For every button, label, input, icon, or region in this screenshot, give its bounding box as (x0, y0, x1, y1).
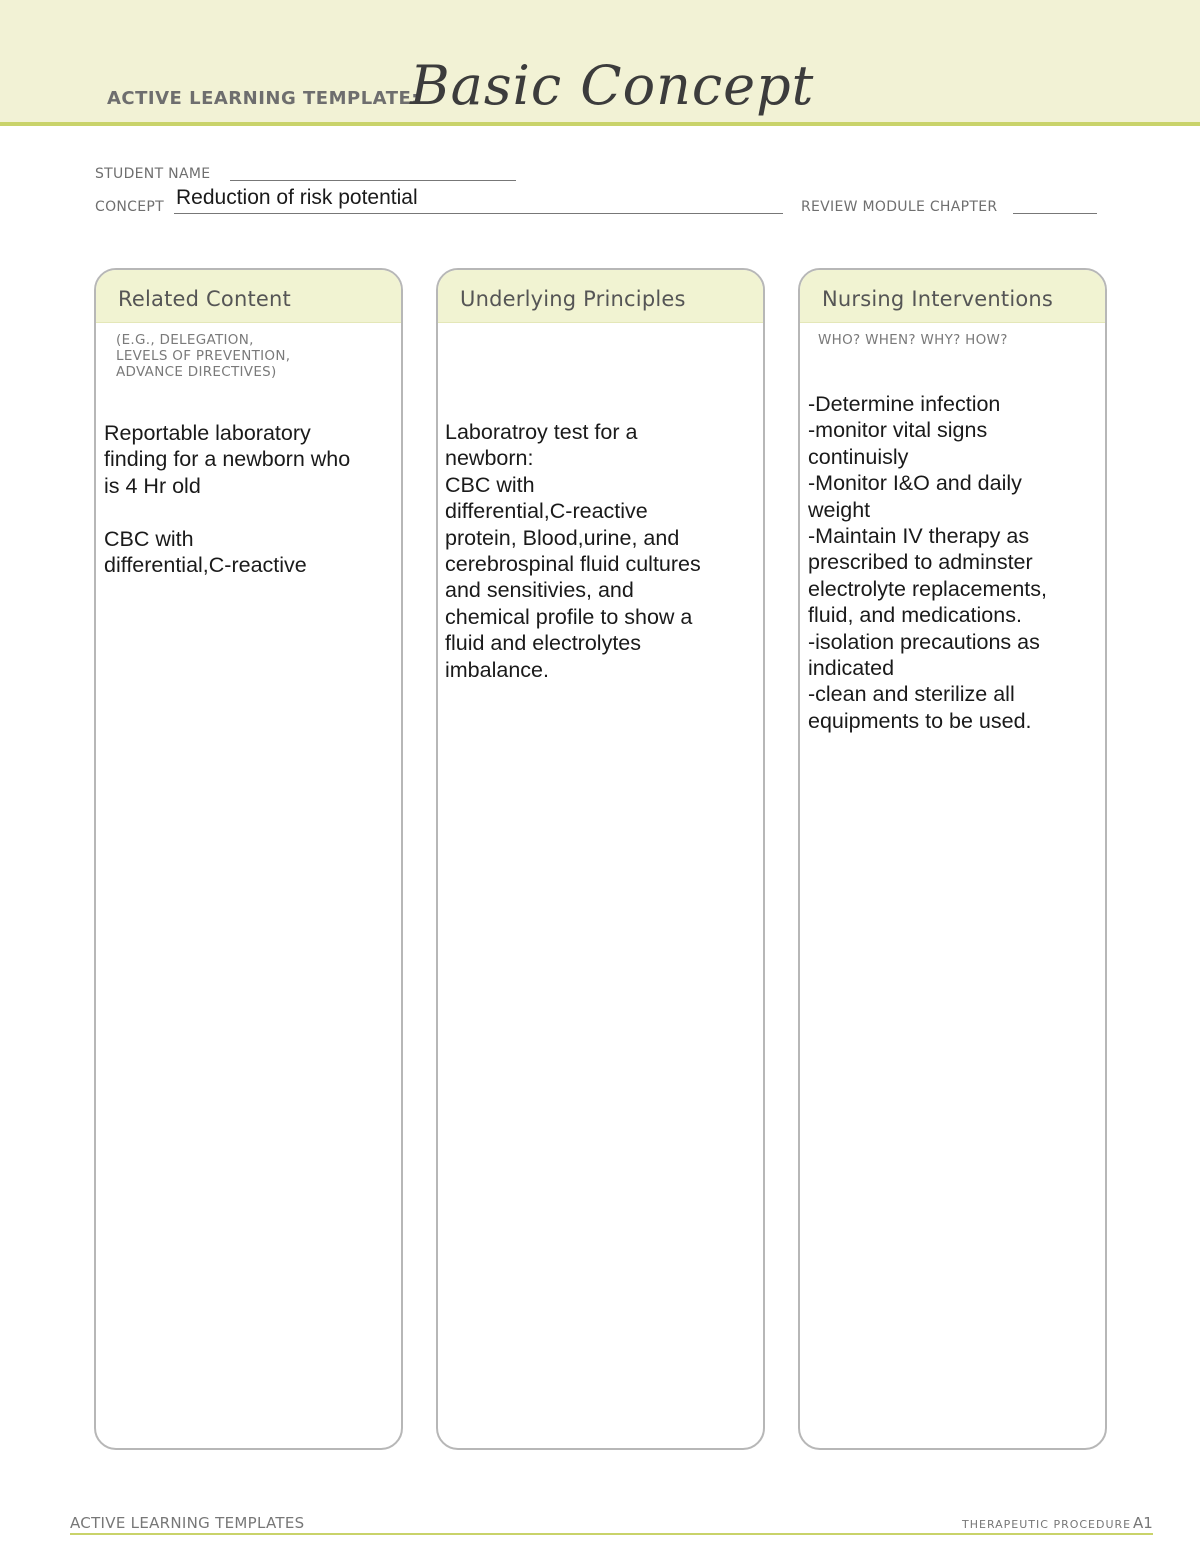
nursing-interventions-header (800, 270, 1105, 323)
underlying-principles-header (438, 270, 763, 323)
related-content-subtitle: (E.G., DELEGATION, LEVELS OF PREVENTION, ADVANCE DIRECTIVES) (116, 332, 291, 380)
template-label: ACTIVE LEARNING TEMPLATE: (107, 88, 419, 109)
related-content-body[interactable]: Reportable laboratory finding for a newborn who is 4 Hr old CBC with differential,C-reactive (104, 421, 351, 578)
footer-page-number: A1 (1133, 1514, 1153, 1532)
footer-divider (70, 1533, 1153, 1535)
underlying-principles-body[interactable]: Laboratroy test for a newborn: CBC with differential,C-reactive protein, Blood,urine, and cerebrospinal fluid cultures and sensitivies, and chemical profile to show a fluid and electrolytes imbalance. (445, 420, 701, 682)
review-module-field[interactable] (1013, 213, 1097, 214)
related-content-title: Related Content (118, 287, 291, 311)
nursing-interventions-card (798, 268, 1107, 1450)
related-content-header (96, 270, 401, 323)
student-name-label: STUDENT NAME (95, 166, 211, 182)
underlying-principles-title: Underlying Principles (460, 287, 686, 311)
student-name-field[interactable] (230, 180, 516, 181)
nursing-interventions-subtitle: WHO? WHEN? WHY? HOW? (818, 332, 1008, 348)
concept-field[interactable]: Reduction of risk potential (176, 186, 418, 209)
nursing-interventions-title: Nursing Interventions (822, 287, 1054, 311)
concept-label: CONCEPT (95, 199, 164, 215)
underlying-principles-card (436, 268, 765, 1450)
concept-field-line (174, 213, 783, 214)
review-module-label: REVIEW MODULE CHAPTER (801, 199, 998, 215)
footer-right-text: THERAPEUTIC PROCEDURE (962, 1518, 1132, 1531)
template-title: Basic Concept (410, 54, 815, 117)
related-content-card (94, 268, 403, 1450)
nursing-interventions-body[interactable]: -Determine infection -monitor vital signs continuisly -Monitor I&O and daily weight -Maintain IV therapy as prescribed to adminster electrolyte replacements, fluid, and medications. -isolation precautions as indicated -clean and sterilize all equipments to be used. (808, 392, 1047, 733)
header-divider (0, 122, 1200, 126)
footer-left-text: ACTIVE LEARNING TEMPLATES (70, 1514, 305, 1532)
